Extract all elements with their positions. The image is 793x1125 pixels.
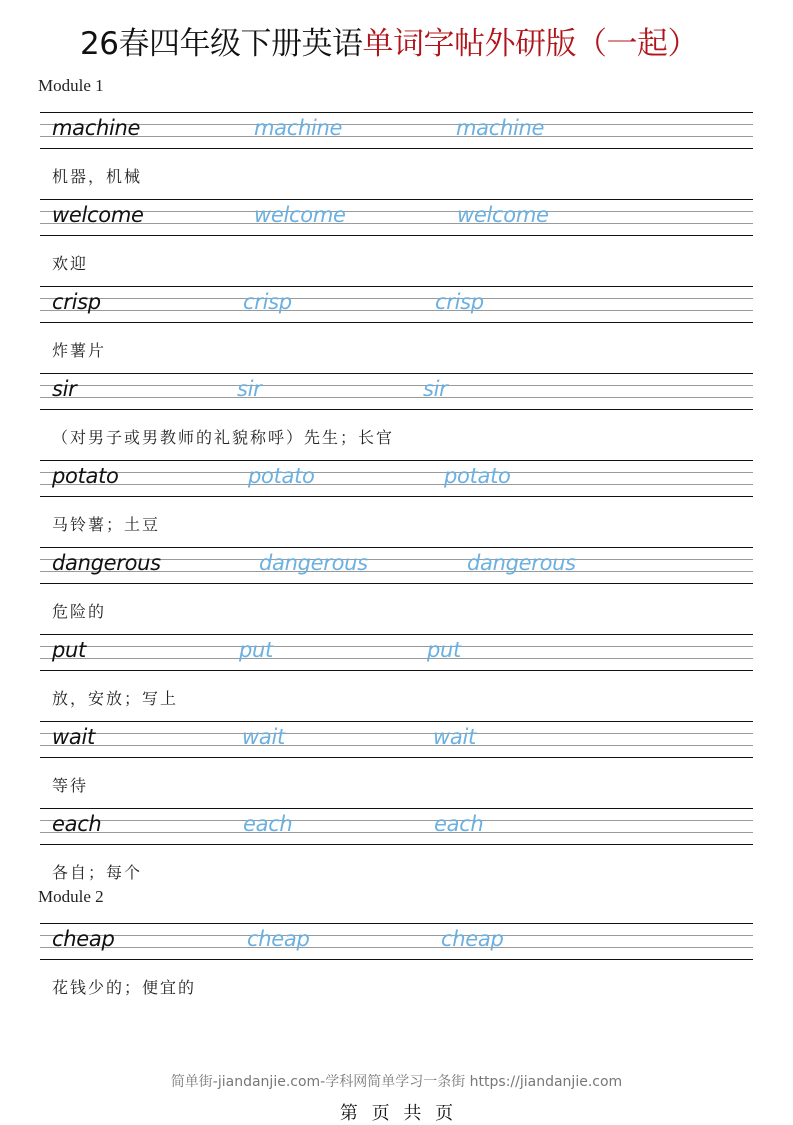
ruling-line <box>40 409 753 410</box>
ruling-line <box>40 646 753 647</box>
ruling-line <box>40 112 753 113</box>
word-meaning: 欢迎 <box>52 254 89 273</box>
vocab-word: dangerous <box>52 551 161 575</box>
tracing-word: each <box>434 812 484 836</box>
ruling-line <box>40 634 753 635</box>
vocab-word: each <box>52 812 102 836</box>
ruling-line <box>40 658 753 659</box>
ruling-line <box>40 397 753 398</box>
ruling-line <box>40 844 753 845</box>
footer-watermark: 简单街-jiandanjie.com-学科网简单学习一条街 https://jiandanjie.com <box>170 1074 623 1090</box>
ruling-line <box>40 460 753 461</box>
four-line-row <box>40 199 753 236</box>
tracing-word: machine <box>456 116 545 140</box>
word-meaning: 放，安放；写上 <box>52 689 179 708</box>
vocab-word: cheap <box>52 927 115 951</box>
ruling-line <box>40 373 753 374</box>
tracing-word: dangerous <box>467 551 576 575</box>
word-meaning: 马铃薯；土豆 <box>52 515 161 534</box>
ruling-line <box>40 670 753 671</box>
tracing-word: sir <box>237 377 262 401</box>
four-line-row <box>40 112 753 149</box>
tracing-word: wait <box>433 725 476 749</box>
four-line-row <box>40 923 753 960</box>
ruling-line <box>40 298 753 299</box>
ruling-line <box>40 757 753 758</box>
ruling-line <box>40 721 753 722</box>
four-line-row <box>40 721 753 758</box>
ruling-line <box>40 923 753 924</box>
four-line-row <box>40 634 753 671</box>
ruling-line <box>40 496 753 497</box>
tracing-word: each <box>243 812 293 836</box>
tracing-word: crisp <box>435 290 484 314</box>
ruling-line <box>40 947 753 948</box>
word-meaning: 等待 <box>52 776 89 795</box>
ruling-line <box>40 820 753 821</box>
vocab-word: crisp <box>52 290 101 314</box>
tracing-word: dangerous <box>259 551 368 575</box>
vocab-word: wait <box>52 725 95 749</box>
word-meaning: 危险的 <box>52 602 107 621</box>
ruling-line <box>40 472 753 473</box>
module-heading: Module 1 <box>38 76 104 95</box>
ruling-line <box>40 136 753 137</box>
four-line-row <box>40 808 753 845</box>
tracing-word: cheap <box>247 927 310 951</box>
word-meaning: （对男子或男教师的礼貌称呼）先生；长官 <box>52 428 395 447</box>
word-meaning: 花钱少的；便宜的 <box>52 978 197 997</box>
ruling-line <box>40 808 753 809</box>
ruling-line <box>40 286 753 287</box>
tracing-word: put <box>427 638 461 662</box>
ruling-line <box>40 235 753 236</box>
ruling-line <box>40 832 753 833</box>
ruling-line <box>40 223 753 224</box>
module-heading: Module 2 <box>38 887 104 906</box>
vocab-word: sir <box>52 377 77 401</box>
ruling-line <box>40 124 753 125</box>
ruling-line <box>40 959 753 960</box>
vocab-word: put <box>52 638 86 662</box>
tracing-word: put <box>239 638 273 662</box>
ruling-line <box>40 199 753 200</box>
tracing-word: welcome <box>254 203 346 227</box>
vocab-word: welcome <box>52 203 144 227</box>
page-title <box>80 24 698 64</box>
tracing-word: potato <box>248 464 315 488</box>
vocab-word: machine <box>52 116 141 140</box>
four-line-row <box>40 373 753 410</box>
tracing-word: machine <box>254 116 343 140</box>
word-meaning: 机器，机械 <box>52 167 143 186</box>
tracing-word: cheap <box>441 927 504 951</box>
ruling-line <box>40 385 753 386</box>
title-red-part: 单词字帖外研版（一起） <box>362 26 698 62</box>
ruling-line <box>40 745 753 746</box>
ruling-line <box>40 310 753 311</box>
tracing-word: crisp <box>243 290 292 314</box>
word-meaning: 炸薯片 <box>52 341 107 360</box>
tracing-word: potato <box>444 464 511 488</box>
ruling-line <box>40 148 753 149</box>
ruling-line <box>40 935 753 936</box>
ruling-line <box>40 583 753 584</box>
page-info: 第 页 共 页 <box>339 1103 454 1124</box>
tracing-word: wait <box>242 725 285 749</box>
word-meaning: 各自；每个 <box>52 863 143 882</box>
tracing-word: sir <box>423 377 448 401</box>
ruling-line <box>40 733 753 734</box>
ruling-line <box>40 322 753 323</box>
ruling-line <box>40 484 753 485</box>
four-line-row <box>40 286 753 323</box>
vocab-word: potato <box>52 464 119 488</box>
four-line-row <box>40 547 753 584</box>
tracing-word: welcome <box>457 203 549 227</box>
ruling-line <box>40 211 753 212</box>
ruling-line <box>40 547 753 548</box>
title-black-part: 26春四年级下册英语 <box>80 26 363 62</box>
four-line-row <box>40 460 753 497</box>
